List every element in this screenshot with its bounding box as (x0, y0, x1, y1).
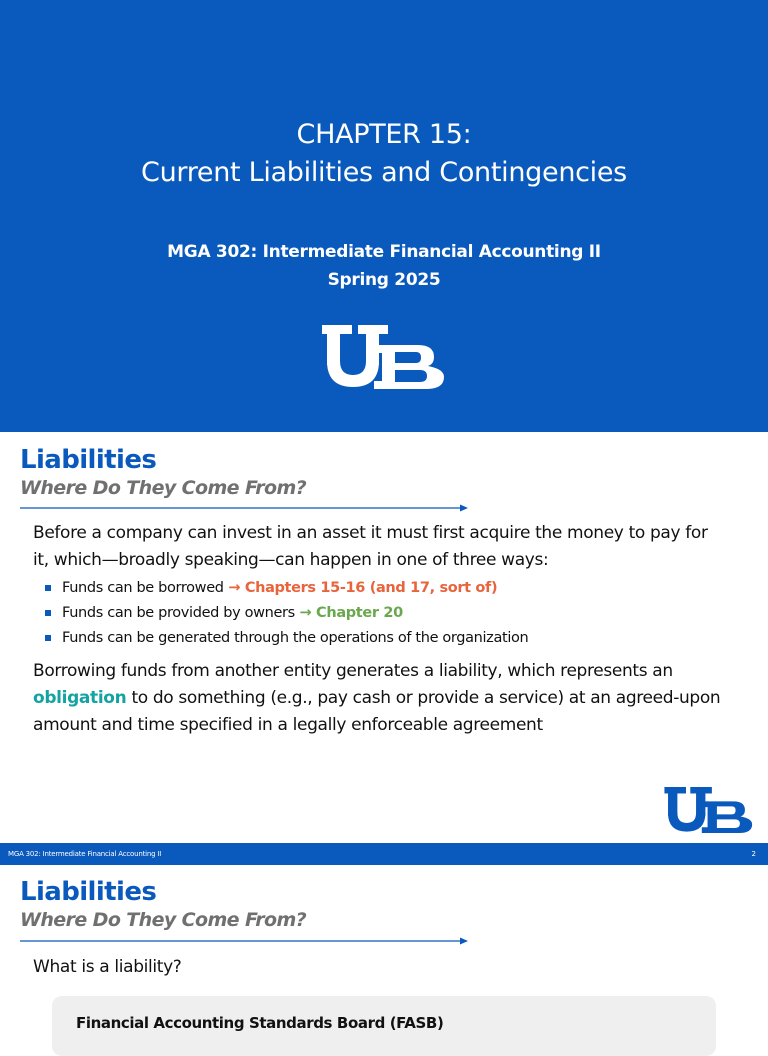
square-bullet-icon (45, 585, 51, 591)
arrow-rule-icon (20, 504, 470, 512)
fasb-definition-box (52, 996, 716, 1056)
para-line-1: Borrowing funds from another entity generates a liability, which represents an (33, 661, 673, 681)
funding-sources-list (45, 576, 745, 651)
slide-heading: Liabilities (20, 877, 157, 907)
slide-footer (0, 843, 768, 865)
ub-logo-icon (664, 787, 754, 833)
list-item (45, 576, 745, 601)
chapter-number: CHAPTER 15: (296, 119, 472, 150)
slide-subheading: Where Do They Come From? (20, 909, 307, 931)
page-number: 2 (751, 850, 756, 858)
chapter-heading (0, 116, 768, 192)
bullet-text: Funds can be borrowed (62, 580, 224, 596)
course-info (0, 238, 768, 294)
para-line-3: amount and time specified in a legally enforceable agreement (33, 715, 543, 735)
intro-line-2: it, which—broadly speaking—can happen in one of three ways: (33, 550, 549, 570)
intro-paragraph (33, 520, 758, 574)
chapter-reference: → Chapter 20 (294, 605, 403, 621)
slide-heading: Liabilities (20, 445, 157, 475)
fasb-box-title: Financial Accounting Standards Board (FASB) (76, 1014, 444, 1032)
square-bullet-icon (45, 635, 51, 641)
list-item (45, 601, 745, 626)
arrow-rule-icon (20, 937, 470, 945)
footer-course-text: MGA 302: Intermediate Financial Accounting II (8, 850, 162, 858)
question-text: What is a liability? (33, 957, 182, 977)
bullet-text: Funds can be provided by owners (62, 605, 295, 621)
obligation-keyword: obligation (33, 688, 127, 708)
chapter-reference: → Chapters 15-16 (and 17, sort of) (223, 580, 498, 596)
course-term: Spring 2025 (327, 270, 441, 290)
liability-paragraph (33, 658, 758, 739)
intro-line-1: Before a company can invest in an asset it must first acquire the money to pay for (33, 523, 708, 543)
slide-2 (0, 432, 768, 843)
ub-logo-icon (322, 325, 446, 389)
bullet-text: Funds can be generated through the operations of the organization (62, 630, 529, 646)
para-line-2-text: to do something (e.g., pay cash or provide a service) at an agreed-upon (126, 688, 721, 708)
slide-subheading: Where Do They Come From? (20, 477, 307, 499)
square-bullet-icon (45, 610, 51, 616)
course-name: MGA 302: Intermediate Financial Accounting II (167, 242, 601, 262)
para-line-2 (33, 685, 758, 712)
list-item (45, 626, 745, 651)
title-slide (0, 0, 768, 432)
chapter-title: Current Liabilities and Contingencies (141, 157, 627, 188)
